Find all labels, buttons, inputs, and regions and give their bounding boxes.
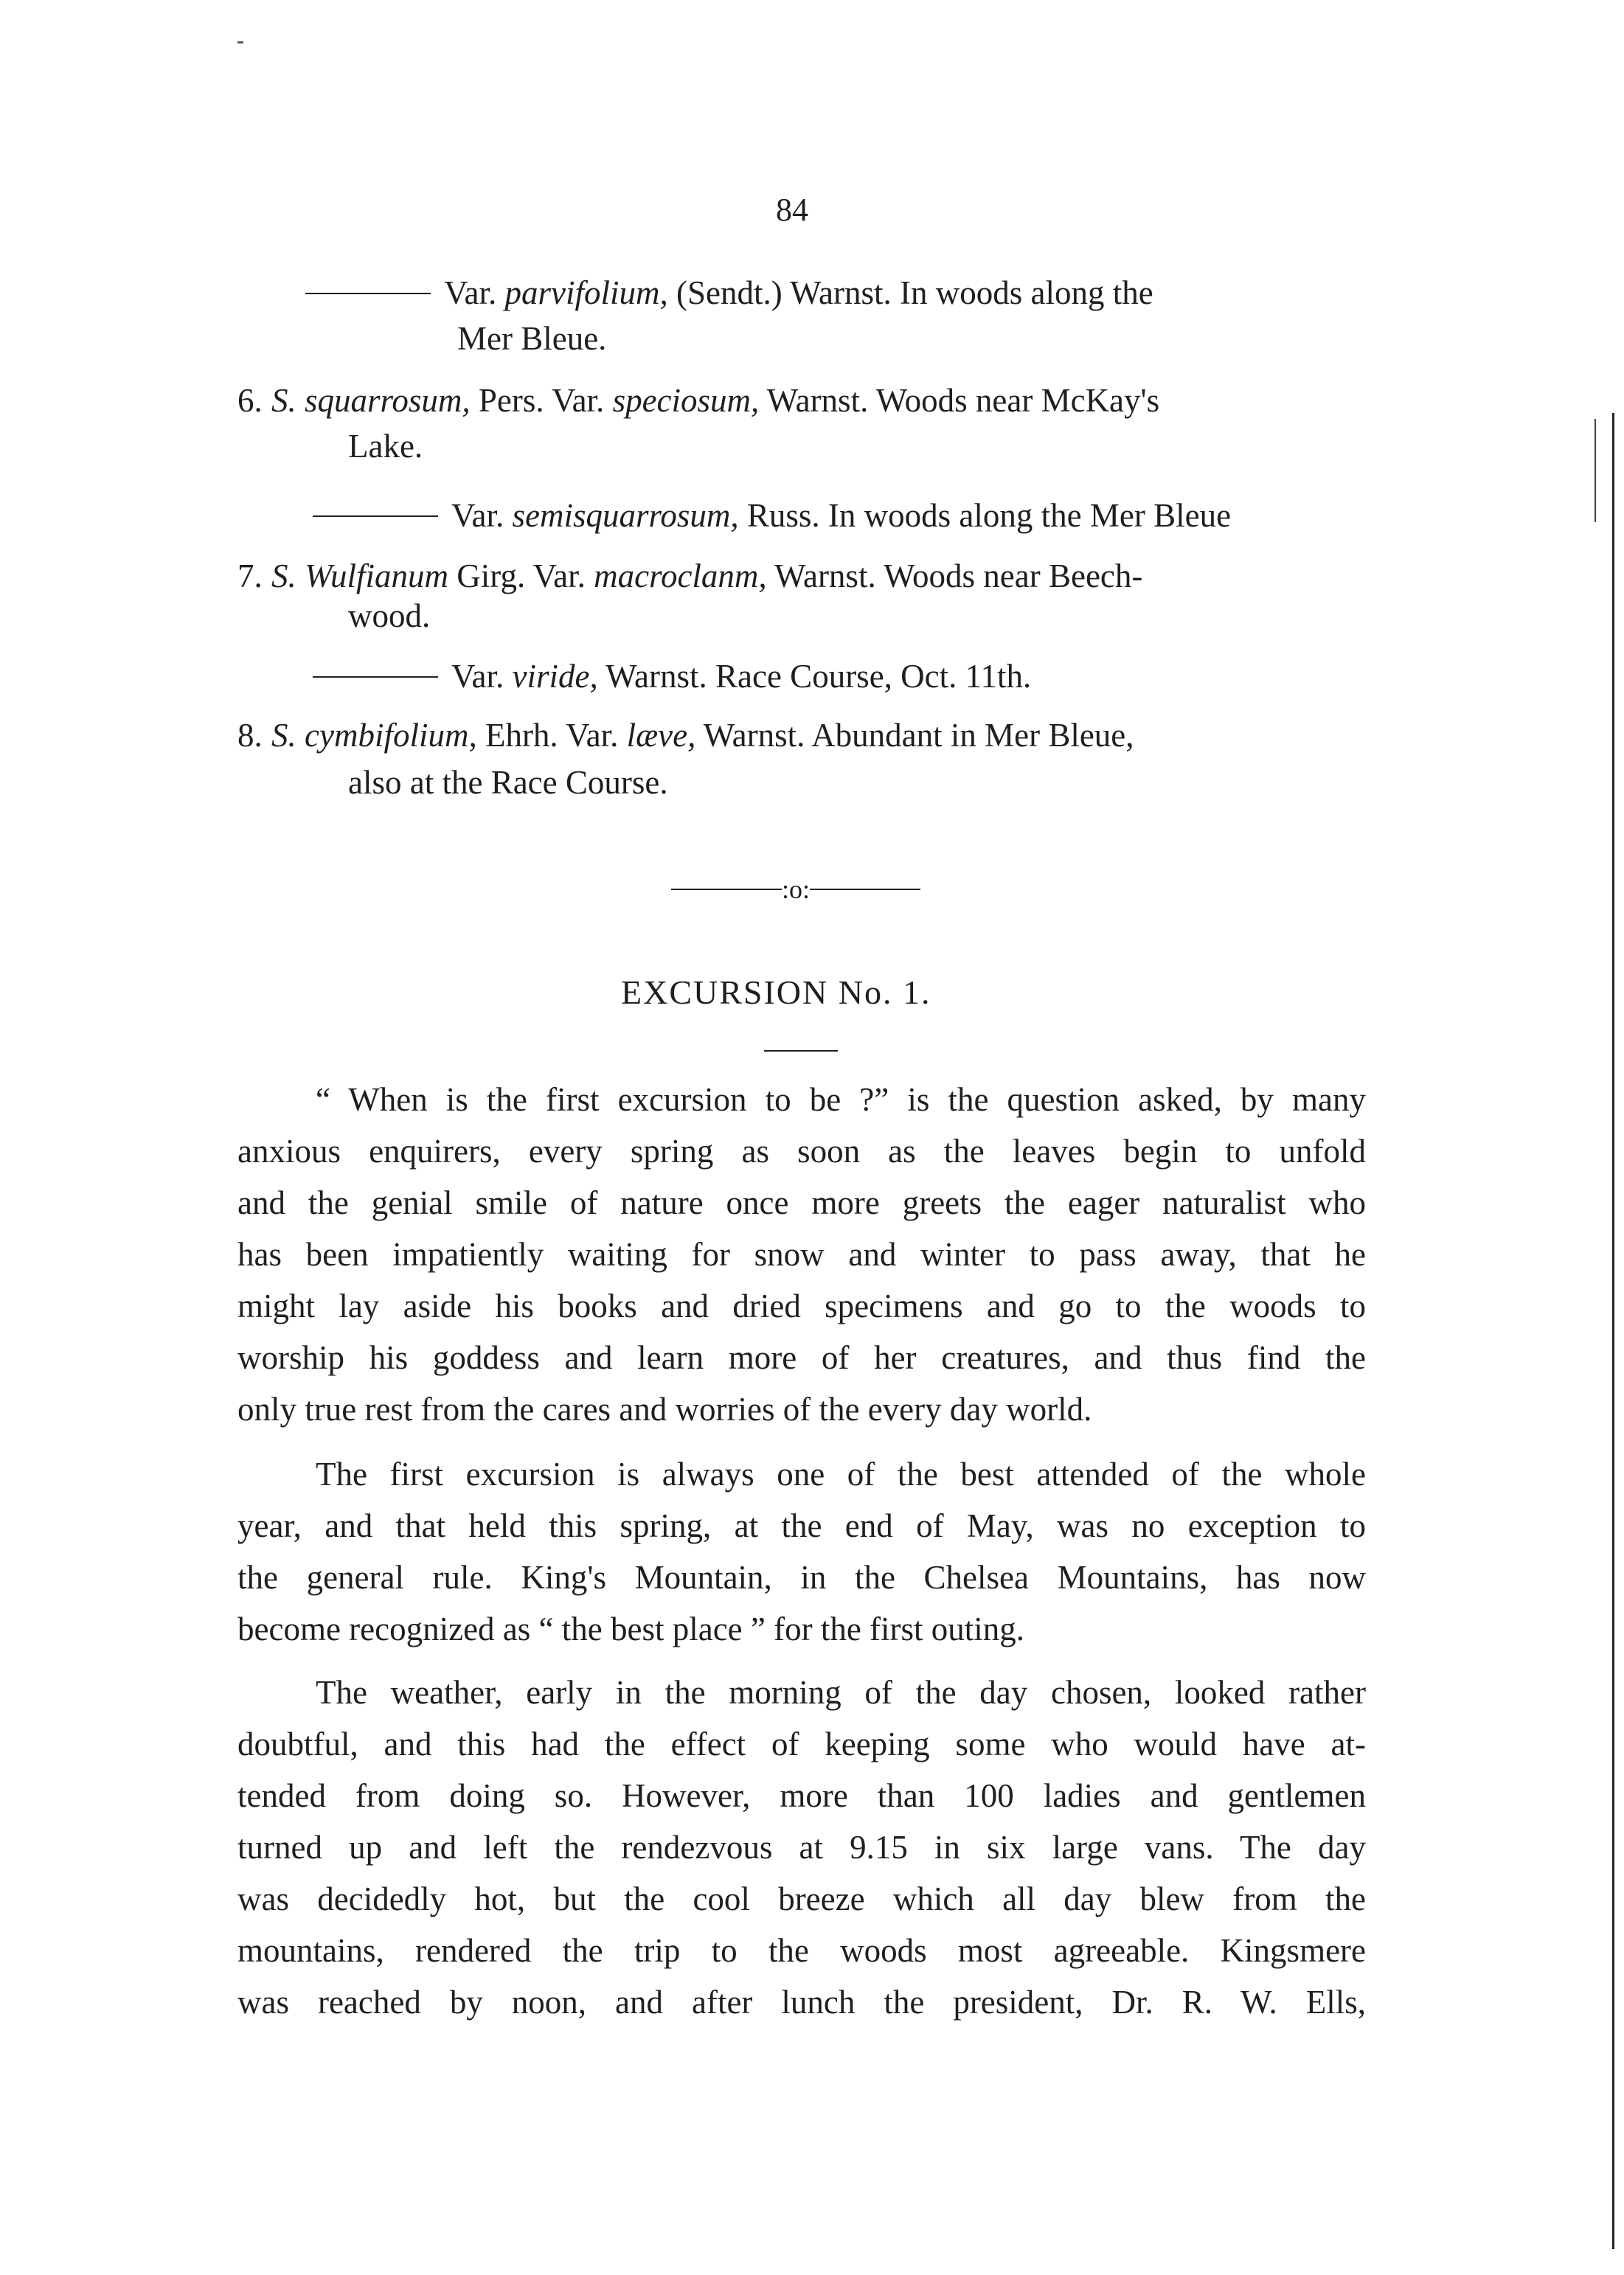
- paragraph-line: mountains, rendered the trip to the woods most agreeable. Kingsmere: [237, 1932, 1366, 1969]
- paragraph-line: become recognized as “ the best place ” for the first outing.: [237, 1611, 1025, 1647]
- species-entry: [237, 712, 1134, 758]
- entry-text: (Sendt.) Warnst. In woods along the: [667, 274, 1153, 311]
- species-entry: [305, 270, 1153, 316]
- species-name: squarrosum,: [305, 382, 471, 419]
- species-name: cymbifolium,: [305, 717, 477, 754]
- ditto-dash: [313, 515, 438, 517]
- var-label: Var.: [444, 274, 505, 311]
- paragraph-line: anxious enquirers, every spring as soon as the leaves begin to unfold: [237, 1133, 1366, 1170]
- scan-mark: [237, 41, 243, 44]
- entry-text: Warnst. Woods near Beech-: [766, 558, 1143, 594]
- entry-number: 8.: [237, 717, 263, 754]
- species-entry: [313, 493, 1231, 538]
- species-entry: [237, 553, 1142, 599]
- species-name: Wulfianum: [305, 558, 449, 594]
- entry-text: Russ. In woods along the Mer Bleue: [738, 497, 1232, 534]
- section-heading: EXCURSION No. 1.: [621, 973, 931, 1011]
- entry-continuation: Lake.: [348, 428, 423, 465]
- page-number: 84: [776, 192, 808, 228]
- variety-name: macroclanm,: [594, 558, 767, 594]
- genus-abbrev: S.: [271, 382, 305, 419]
- paragraph-line: might lay aside his books and dried specimens and go to the woods to: [237, 1288, 1366, 1324]
- paragraph-line: The weather, early in the morning of the day chosen, looked rather: [316, 1674, 1366, 1711]
- paragraph-line: The first excursion is always one of the best attended of the whole: [316, 1456, 1366, 1493]
- entry-text: Pers. Var.: [470, 382, 613, 419]
- paragraph-line: was decidedly hot, but the cool breeze which all day blew from the: [237, 1880, 1366, 1917]
- entry-text: Warnst. Woods near McKay's: [759, 382, 1160, 419]
- paragraph-line: turned up and left the rendezvous at 9.15 in six large vans. The day: [237, 1829, 1366, 1866]
- entry-continuation: Mer Bleue.: [457, 320, 607, 357]
- species-entry: [237, 378, 1159, 423]
- entry-text: Ehrh. Var.: [476, 717, 627, 754]
- separator-rule: [810, 889, 920, 890]
- entry-number: 7.: [237, 558, 263, 594]
- paragraph-line: tended from doing so. However, more than 100 ladies and gentlemen: [237, 1777, 1366, 1814]
- paragraph-line: doubtful, and this had the effect of keeping some who would have at-: [237, 1726, 1366, 1762]
- paragraph-line: “ When is the first excursion to be ?” is the question asked, by many: [316, 1081, 1366, 1118]
- separator-ornament: :o:: [782, 875, 811, 904]
- variety-name: viride,: [512, 658, 598, 695]
- ditto-dash: [313, 676, 438, 678]
- species-entry: [313, 653, 1031, 699]
- var-label: Var.: [451, 658, 513, 695]
- entry-continuation: wood.: [348, 597, 431, 634]
- page-edge-line-upper: [1594, 419, 1596, 522]
- paragraph-line: worship his goddess and learn more of her creatures, and thus find the: [237, 1339, 1366, 1376]
- ditto-dash: [305, 293, 431, 294]
- entry-number: 6.: [237, 382, 263, 419]
- entry-text: Girg. Var.: [448, 558, 594, 594]
- entry-text: Warnst. Race Course, Oct. 11th.: [597, 658, 1032, 695]
- paragraph-line: has been impatiently waiting for snow and winter to pass away, that he: [237, 1236, 1366, 1273]
- variety-name: læve,: [626, 717, 696, 754]
- entry-text: Warnst. Abundant in Mer Bleue,: [695, 717, 1134, 754]
- separator-rule: [671, 889, 782, 890]
- heading-rule: [764, 1050, 838, 1052]
- paragraph-line: year, and that held this spring, at the end of May, was no exception to: [237, 1507, 1366, 1544]
- paragraph-line: was reached by noon, and after lunch the president, Dr. R. W. Ells,: [237, 1984, 1366, 2021]
- genus-abbrev: S.: [271, 558, 305, 594]
- page-edge-line: [1612, 413, 1614, 2249]
- section-separator: [671, 875, 920, 904]
- paragraph-line: the general rule. King's Mountain, in the Chelsea Mountains, has now: [237, 1559, 1366, 1596]
- paragraph-line: only true rest from the cares and worries of the every day world.: [237, 1391, 1092, 1428]
- variety-name: parvifolium,: [504, 274, 668, 311]
- variety-name: semisquarrosum,: [512, 497, 739, 534]
- entry-continuation: also at the Race Course.: [348, 764, 668, 801]
- genus-abbrev: S.: [271, 717, 305, 754]
- paragraph-line: and the genial smile of nature once more greets the eager naturalist who: [237, 1184, 1366, 1221]
- variety-name: speciosum,: [612, 382, 760, 419]
- var-label: Var.: [451, 497, 513, 534]
